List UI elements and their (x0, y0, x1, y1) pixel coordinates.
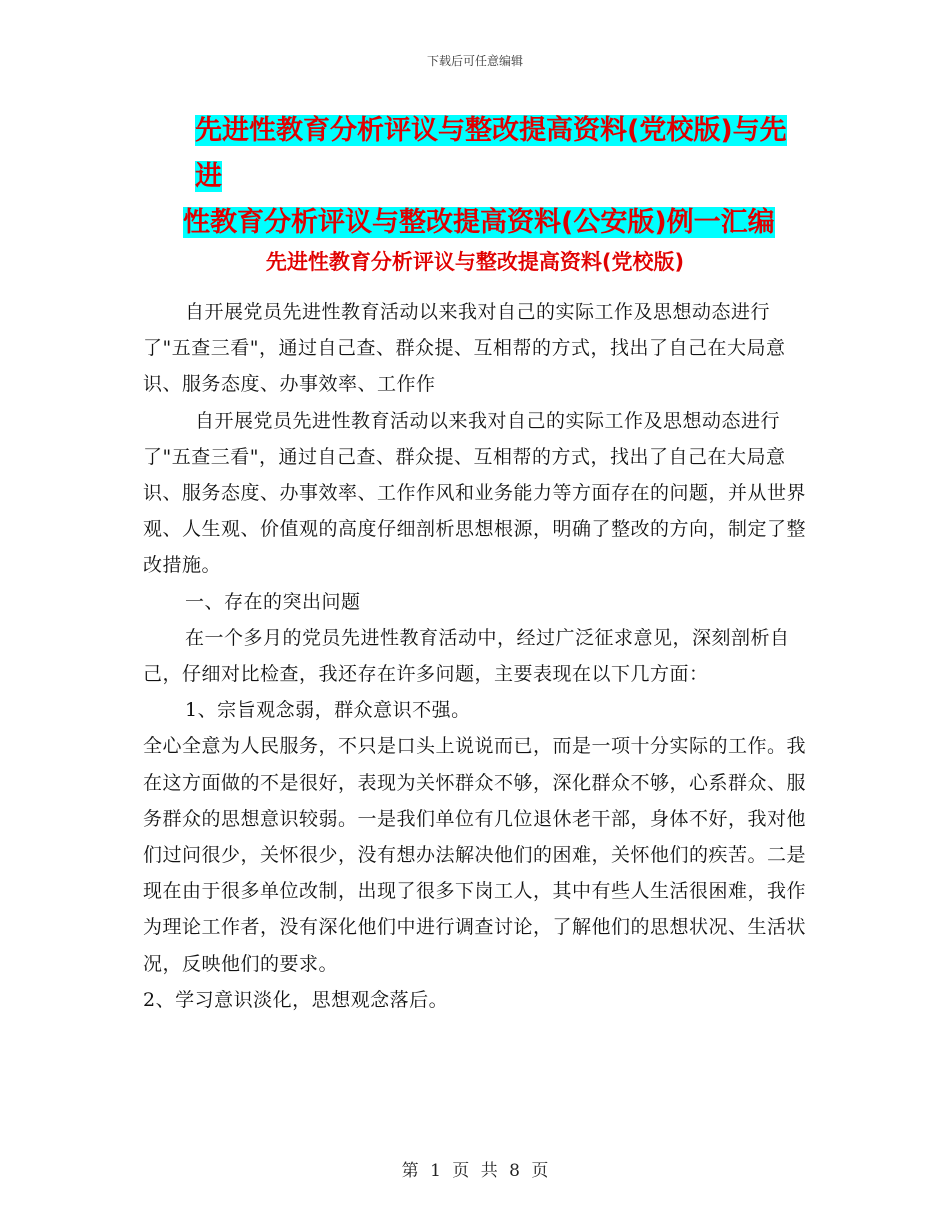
paragraph-intro: 自开展党员先进性教育活动以来我对自己的实际工作及思想动态进行了"五查三看"，通过自己查、群众提、互相帮的方式，找出了自己在大局意识、服务态度、办事效率、工作作风和业务能力等方面存在的问题，并从世界观、人生观、价值观的高度仔细剖析思想根源，明确了整改的方向，制定了整改措施。 (143, 409, 807, 577)
title-line-2: 性教育分析评议与整改提高资料(公安版)例一汇编 (183, 207, 775, 238)
heading-item-1: 1、宗旨观念弱，群众意识不强。 (185, 699, 471, 722)
document-body (143, 294, 809, 1018)
paragraph-intro-truncated: 自开展党员先进性教育活动以来我对自己的实际工作及思想动态进行了"五查三看"，通过自己查、群众提、互相帮的方式，找出了自己在大局意识、服务态度、办事效率、工作作 (143, 301, 786, 396)
title-line-1: 先进性教育分析评议与整改提高资料(党校版)与先进 (195, 115, 787, 192)
paragraph-item-1: 全心全意为人民服务，不只是口头上说说而已，而是一项十分实际的工作。我在这方面做的不是很好，表现为关怀群众不够，深化群众不够，心系群众、服务群众的思想意识较弱。一是我们单位有几位退休老干部，身体不好，我对他们过问很少，关怀很少，没有想办法解决他们的困难，关怀他们的疾苦。二是现在由于很多单位改制，出现了很多下岗工人，其中有些人生活很困难，我作为理论工作者，没有深化他们中进行调查讨论，了解他们的思想状况、生活状况，反映他们的要求。 (143, 735, 807, 975)
document-title (183, 108, 813, 246)
paragraph-problems-intro: 在一个多月的党员先进性教育活动中，经过广泛征求意见，深刻剖析自己，仔细对比检查，我还存在许多问题，主要表现在以下几方面： (143, 626, 790, 686)
heading-problems: 一、存在的突出问题 (185, 590, 361, 613)
section-title: 先进性教育分析评议与整改提高资料(党校版) (265, 250, 685, 274)
heading-item-2: 2、学习意识淡化，思想观念落后。 (143, 988, 449, 1011)
page-header: 下载后可任意编辑 (426, 54, 523, 68)
page-footer: 第 1 页 共 8 页 (401, 1161, 549, 1181)
